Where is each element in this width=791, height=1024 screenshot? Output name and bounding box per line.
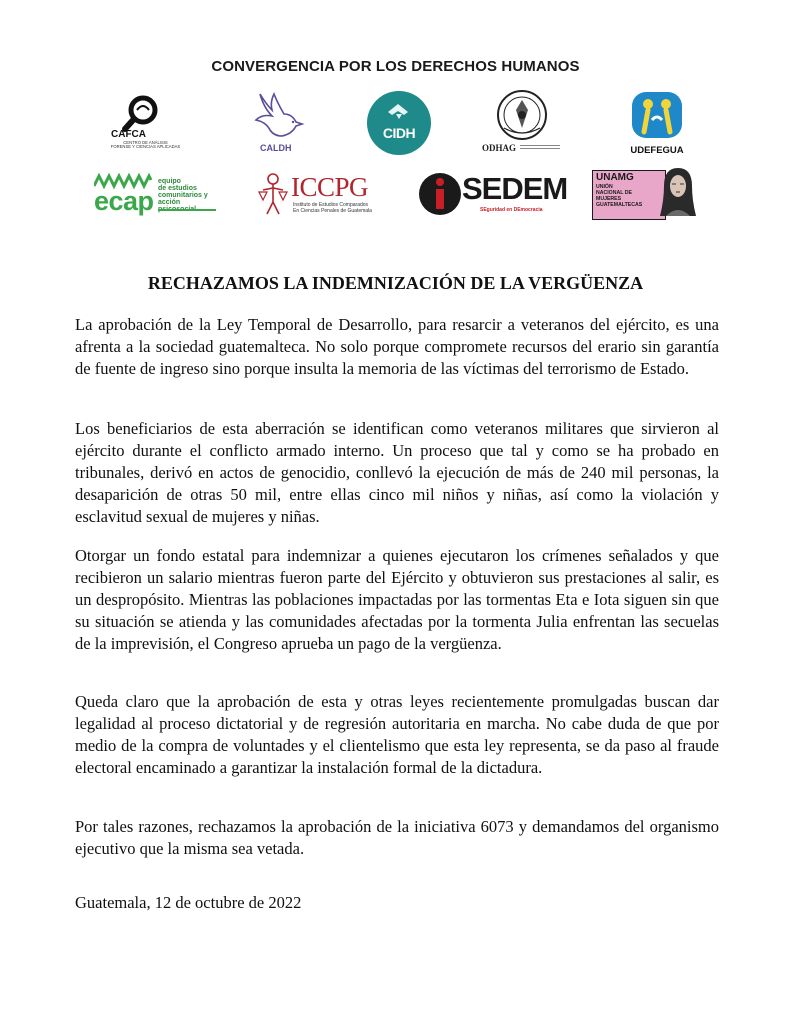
odhag-rule: [520, 145, 560, 146]
ecap-text-2: de estudios: [158, 185, 197, 192]
odhag-logo: [482, 88, 562, 158]
paragraph: Queda claro que la aprobación de esta y otras leyes recientemente promulgadas buscan dar legalidad al proceso dictatorial y de regresión autoritaria en marcha. No cabe duda de que por medio de la compra de voluntades y el clientelismo que esta ley representa, se da paso al fraude electoral encaminado a garantizar la instalación formal de la dictadura.: [75, 692, 719, 777]
udefegua-logo: [626, 90, 688, 160]
cidh-emblem-icon: [366, 90, 432, 156]
cafca-subtitle-2: FORENSE Y CIENCIAS APLICADAS: [110, 144, 181, 149]
cidh-name: CIDH: [382, 125, 416, 141]
woman-portrait-icon: [658, 164, 698, 220]
cafca-name: CAFCA: [111, 129, 146, 140]
iccpg-subtitle-1: Instituto de Estudios Comparados: [293, 202, 369, 208]
unamg-text-1: UNIÓN: [596, 184, 613, 190]
iccpg-logo: [255, 170, 387, 220]
magnifier-icon: [103, 92, 188, 132]
unamg-name: UNAMG: [596, 172, 634, 183]
paragraph: Otorgar un fondo estatal para indemnizar a quienes ejecutaron los crímenes señalados y que recibieron un salario mientras fueron parte del Ejército y obtuvieron sus prestaciones al salir, es un despropósito. Mientras las poblaciones impactadas por las tormentas Eta e Iota siguen sin que su situación se atienda y las comunidades afectadas por la tormenta Julia enfrentan las secuelas de la imprevisión, el Congreso aprueba un pago de la vergüenza.: [75, 546, 719, 653]
unamg-text-4: GUATEMALTECAS: [596, 202, 643, 208]
ecap-name: ecap: [94, 186, 154, 216]
paragraph: Por tales razones, rechazamos la aprobación de la iniciativa 6073 y demandamos del organismo ejecutivo que la misma sea vetada.: [75, 817, 719, 858]
cafca-subtitle-1: CENTRO DE ANÁLISIS: [123, 140, 168, 145]
unamg-logo: [592, 164, 698, 220]
ecap-text-1: equipo: [158, 178, 181, 185]
paragraph: La aprobación de la Ley Temporal de Desarrollo, para resarcir a veteranos del ejército, es una afrenta a la sociedad guatemalteca. No solo porque compromete recursos del erario sin garantía de fuente de ingreso sino porque insulta la memoria de las víctimas del terrorismo de Estado.: [75, 315, 719, 378]
ecap-text-4: acción: [158, 199, 181, 206]
unamg-text-2: NACIONAL DE: [596, 190, 632, 196]
sedem-logo: [418, 170, 566, 220]
coalition-title: CONVERGENCIA POR LOS DERECHOS HUMANOS: [211, 58, 580, 75]
cidh-logo: [366, 90, 432, 156]
dove-icon: [246, 88, 306, 144]
odhag-seal-icon: [482, 88, 562, 142]
odhag-rule: [520, 148, 560, 149]
sedem-info-icon: [418, 172, 462, 216]
document-title: RECHAZAMOS LA INDEMNIZACIÓN DE LA VERGÜENZA: [147, 273, 644, 293]
ecap-text-3: comunitarios y: [158, 192, 208, 199]
ecap-underline: [158, 209, 216, 211]
iccpg-subtitle-2: En Ciencias Penales de Guatemala: [293, 207, 372, 214]
paragraph: Los beneficiarios de esta aberración se identifican como veteranos militares que sirvieron al ejército durante el conflicto armado interno. Un proceso que tal y como se ha probado en tribunales, derivó en actos de genocidio, conllevó la ejecución de más de 240 mil personas, la desaparición de otras 50 mil, entre ellas cinco mil niños y niñas, así como la violación y esclavitud sexual de mujeres y niñas.: [75, 419, 719, 526]
udefegua-name: UDEFEGUA: [630, 145, 684, 156]
sedem-name: SEDEM: [462, 171, 568, 206]
caldh-name: CALDH: [260, 143, 292, 153]
iccpg-name: ICCPG: [291, 172, 369, 202]
sedem-subtitle: SEguridad en DEmocracia: [480, 207, 543, 213]
cafca-logo: [103, 92, 188, 152]
date-line: Guatemala, 12 de octubre de 2022: [75, 893, 302, 912]
caldh-logo: [246, 88, 306, 156]
odhag-name: ODHAG: [482, 143, 517, 153]
unamg-text-3: MUJERES: [596, 196, 622, 202]
udefegua-emblem-icon: [626, 90, 688, 140]
ecap-logo: [92, 172, 220, 220]
iccpg-figure-icon: [255, 170, 291, 216]
